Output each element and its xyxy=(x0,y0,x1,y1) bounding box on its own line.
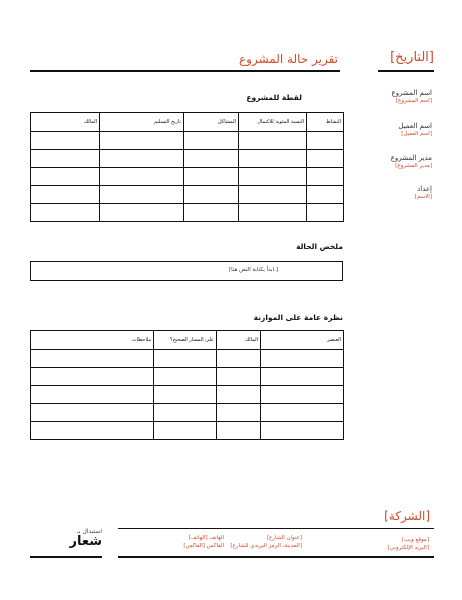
table-row[interactable] xyxy=(31,422,344,440)
snapshot-heading: لقطة للمشروع xyxy=(246,93,302,102)
prepared-by-label: إعداد xyxy=(417,185,432,193)
email[interactable]: [البريد الإلكتروني] xyxy=(387,545,429,551)
status-box[interactable] xyxy=(30,261,343,281)
report-title: تقرير حالة المشروع xyxy=(239,52,338,66)
col-on-track: على المسار الصحيح؟ xyxy=(154,331,217,350)
project-name-label: اسم المشروع xyxy=(391,89,432,97)
table-row[interactable] xyxy=(31,368,344,386)
col-notes: ملاحظات xyxy=(31,331,154,350)
col-percent-complete: النسبة المئوية للاكتمال xyxy=(239,113,307,132)
table-row[interactable] xyxy=(31,350,344,368)
logo-big-text: شعار xyxy=(69,534,102,549)
street-address[interactable]: [عنوان الشارع] xyxy=(266,535,302,541)
website[interactable]: [موقع ويب] xyxy=(402,537,429,543)
fax[interactable]: [الفاكس] الفاكس xyxy=(183,543,224,549)
table-row[interactable] xyxy=(31,204,344,222)
header-rule-thick xyxy=(30,70,340,72)
status-heading: ملخص الحالة xyxy=(296,242,343,251)
col-owner: المالك xyxy=(217,331,261,350)
table-row[interactable] xyxy=(31,168,344,186)
col-item: العنصر xyxy=(261,331,344,350)
status-placeholder: [ابدأ بكتابة النص هنا.] xyxy=(228,267,278,273)
prepared-by-value[interactable]: [الاسم] xyxy=(414,194,432,200)
footer-rule-thin xyxy=(118,528,434,529)
logo-placeholder[interactable] xyxy=(48,528,102,548)
client-name-value[interactable]: [اسم العميل] xyxy=(401,131,432,137)
col-activity: النشاط xyxy=(307,113,344,132)
budget-table xyxy=(30,330,344,440)
header-rule-short xyxy=(378,70,434,72)
col-owner: المالك xyxy=(31,113,100,132)
table-row[interactable] xyxy=(31,186,344,204)
table-row[interactable] xyxy=(31,404,344,422)
project-name-value[interactable]: [اسم المشروع] xyxy=(395,98,432,104)
logo-small-text: استبدال بـ xyxy=(77,528,102,535)
date-field[interactable]: [التاريخ] xyxy=(390,50,434,65)
col-due-date: تاريخ التسليم xyxy=(100,113,184,132)
col-issues: المشاكل xyxy=(184,113,239,132)
city-zip[interactable]: [المدينة، الرمز البريدي للشارع] xyxy=(230,543,302,549)
logo-rule xyxy=(30,556,102,558)
budget-heading: نظرة عامة على الموازنة xyxy=(253,313,343,322)
footer-rule-thick xyxy=(118,556,434,558)
budget-header-row xyxy=(31,331,344,350)
table-row[interactable] xyxy=(31,386,344,404)
phone[interactable]: [الهاتف] الهاتف xyxy=(188,535,224,541)
project-manager-value[interactable]: [مدير المشروع] xyxy=(395,163,432,169)
snapshot-header-row xyxy=(31,113,344,132)
project-manager-label: مدير المشروع xyxy=(390,154,432,162)
company-name[interactable]: [الشركة] xyxy=(384,509,430,523)
table-row[interactable] xyxy=(31,132,344,150)
snapshot-table xyxy=(30,112,344,222)
table-row[interactable] xyxy=(31,150,344,168)
client-name-label: اسم العميل xyxy=(398,122,432,130)
